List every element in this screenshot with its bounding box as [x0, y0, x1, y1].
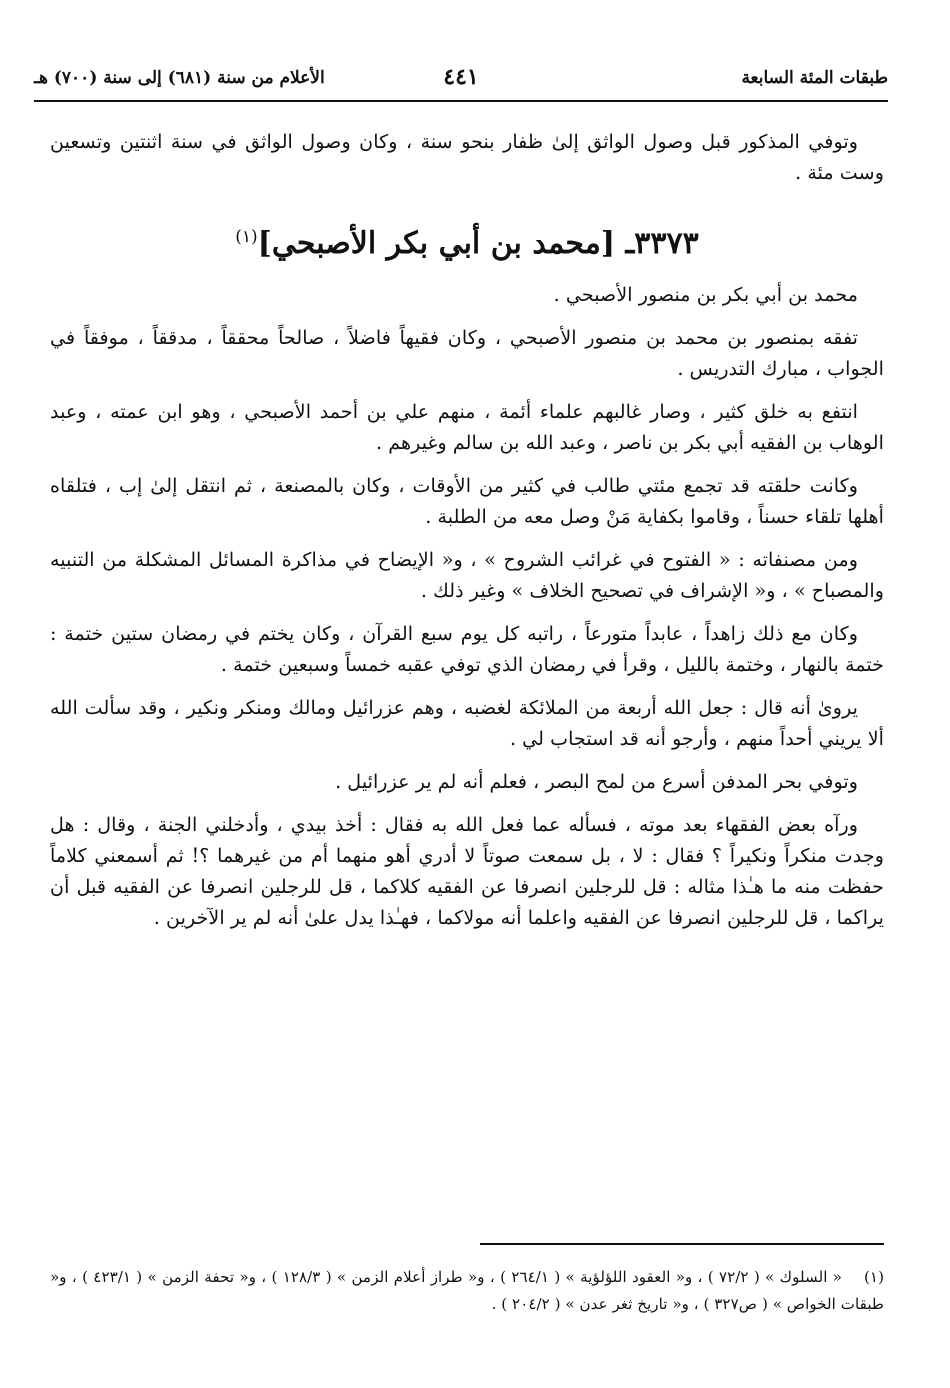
footnote-reference: (١) — [235, 227, 258, 247]
paragraph-2: تفقه بمنصور بن محمد بن منصور الأصبحي ، وكان فقيهاً فاضلاً ، صالحاً محققاً ، مدققاً ، موفقاً في الجواب ، مبارك التدريس . — [50, 326, 884, 380]
footnote-number: (١) — [863, 1268, 885, 1286]
paragraph-9: ورآه بعض الفقهاء بعد موته ، فسأله عما فعل الله به فقال : أخذ بيدي ، وأدخلني الجنة ، وقال : هل وجدت منكراً ونكيراً ؟ فقال : لا ، بل سمعت صوتاً لا أدري أهو منهما أم من غيرهما ؟! ثم أسمعني كلاماً حفظت منه ما هـٰذا مثاله : قل للرجلين انصرفا عن الفقيه كلاكما ، قل للرجلين انصرفا عن الفقيه قبل أن يراكما ، قل للرجلين انصرفا عن الفقيه واعلما أنه مولاكما ، فهـٰذا يدل علىٰ أنه لم ير الآخرين . — [50, 813, 884, 929]
page-number: ٤٤١ — [443, 64, 479, 90]
footnote — [50, 1264, 884, 1318]
paragraph-1: محمد بن أبي بكر بن منصور الأصبحي . — [553, 283, 858, 306]
entry-title — [50, 222, 884, 259]
header-rule — [34, 100, 888, 102]
paragraph-4: وكانت حلقته قد تجمع مئتي طالب في كثير من الأوقات ، وكان بالمصنعة ، ثم انتقل إلىٰ إب ، فتلقاه أهلها تلقاء حسناً ، وقاموا بكفاية مَنْ وصل معه من الطلبة . — [50, 474, 884, 528]
paragraph-7: يروىٰ أنه قال : جعل الله أربعة من الملائكة لغضبه ، وهم عزرائيل ومالك ومنكر ونكير ، وقد سألت الله ألا يريني أحداً منهم ، وأرجو أنه قد استجاب لي . — [50, 696, 884, 750]
paragraph-5: ومن مصنفاته : « الفتوح في غرائب الشروح » ، و« الإيضاح في مذاكرة المسائل المشكلة من التنبيه والمصباح » ، و« الإشراف في تصحيح الخلاف » وغير ذلك . — [50, 548, 884, 602]
footnote-rule — [480, 1243, 884, 1245]
header-volume-range: الأعلام من سنة (٦٨١) إلى سنة (٧٠٠) هـ — [34, 68, 325, 88]
footnote-text: « السلوك » ( ٧٢/٢ ) ، و« العقود اللؤلؤية » ( ٢٦٤/١ ) ، و« طراز أعلام الزمن » ( ١٢٨/٣ ) ، و« تحفة الزمن » ( ٤٢٣/١ ) ، و« طبقات الخواص » ( ص٣٢٧ ) ، و« تاريخ ثغر عدن » ( ٢٠٤/٢ ) . — [50, 1268, 884, 1313]
entry-title-text: ٣٣٧٣ـ [محمد بن أبي بكر الأصبحي] — [257, 226, 699, 261]
paragraph-3: انتفع به خلق كثير ، وصار غالبهم علماء أئمة ، منهم علي بن أحمد الأصبحي ، وهو ابن عمته ، وعبد الوهاب بن الفقيه أبي بكر بن ناصر ، وعبد الله بن سالم وغيرهم . — [50, 400, 884, 454]
paragraph-8: وتوفي بحر المدفن أسرع من لمح البصر ، فعلم أنه لم ير عزرائيل . — [335, 770, 858, 793]
paragraph-0: وتوفي المذكور قبل وصول الواثق إلىٰ ظفار بنحو سنة ، وكان وصول الواثق في سنة اثنتين وتسعين وست مئة . — [50, 130, 884, 184]
main-text — [50, 126, 884, 945]
paragraph-6: وكان مع ذلك زاهداً ، عابداً متورعاً ، راتبه كل يوم سبع القرآن ، وكان يختم في رمضان ستين ختمة : ختمة بالنهار ، وختمة بالليل ، وقرأ في رمضان الذي توفي عقبه خمساً وسبعين ختمة . — [50, 622, 884, 676]
running-header — [34, 62, 888, 96]
header-section-title: طبقات المئة السابعة — [741, 68, 888, 88]
